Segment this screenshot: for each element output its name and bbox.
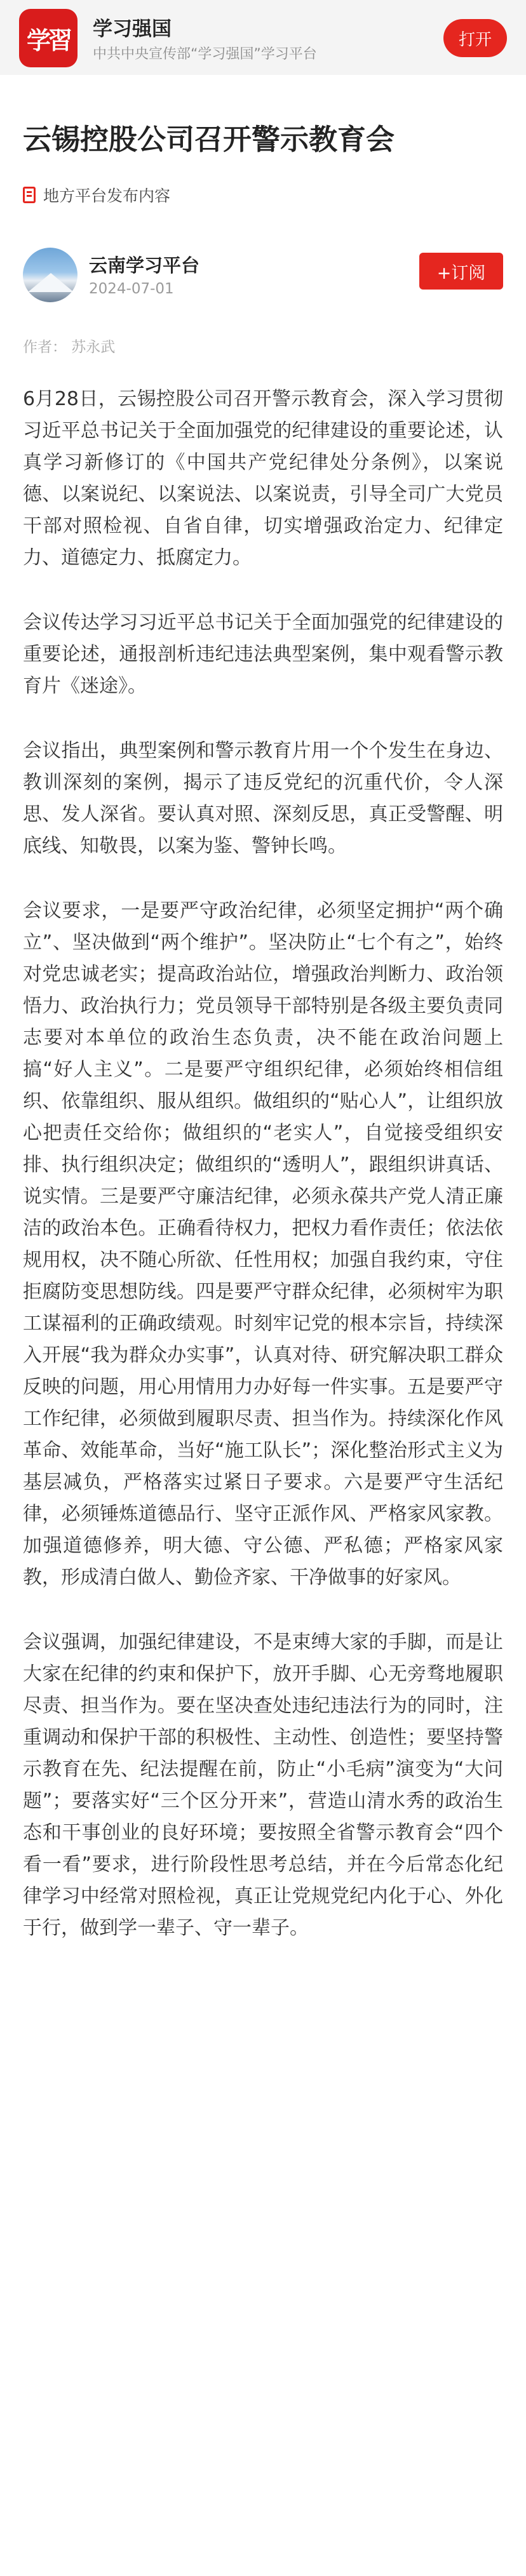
paragraph: 会议传达学习习近平总书记关于全面加强党的纪律建设的重要论述，通报剖析违纪违法典型案例，集中观看警示教育片《迷途》。 <box>23 611 503 697</box>
app-subtitle: 中共中央宣传部“学习强国”学习平台 <box>93 46 317 62</box>
publish-date: 2024-07-01 <box>89 281 174 297</box>
open-app-button[interactable]: 打开 <box>443 19 507 57</box>
source-label: 地方平台发布内容 <box>43 187 171 205</box>
article-body <box>23 384 503 1977</box>
xuexi-logo: 学習 <box>19 9 78 67</box>
app-banner <box>0 0 526 75</box>
publisher-name[interactable]: 云南学习平台 <box>89 255 200 276</box>
source-row <box>23 184 170 206</box>
app-name: 学习强国 <box>93 18 172 41</box>
document-icon <box>23 187 36 203</box>
paragraph: 6月28日，云锡控股公司召开警示教育会，深入学习贯彻习近平总书记关于全面加强党的纪律建设的重要论述，认真学习新修订的《中国共产党纪律处分条例》，以案说德、以案说纪、以案说法、以案说责，引导全司广大党员干部对照检视、自省自律，切实增强政治定力、纪律定力、道德定力、抵腐定力。 <box>23 388 503 569</box>
subscribe-button[interactable]: +订阅 <box>419 253 503 290</box>
paragraph: 会议强调，加强纪律建设，不是束缚大家的手脚，而是让大家在纪律的约束和保护下，放开手脚、心无旁骛地履职尽责、担当作为。要在坚决查处违纪违法行为的同时，注重调动和保护干部的积极性、主动性、创造性；要坚持警示教育在先、纪法提醒在前，防止“小毛病”演变为“大问题”；要落实好“三个区分开来”，营造山清水秀的政治生态和干事创业的良好环境；要按照全省警示教育会“四个看一看”要求，进行阶段性思考总结，并在今后常态化纪律学习中经常对照检视，真正让党规党纪内化于心、外化于行，做到学一辈子、守一辈子。 <box>23 1631 503 1939</box>
author-line: 作者： 苏永武 <box>23 339 116 356</box>
publisher-avatar[interactable] <box>23 248 78 302</box>
paragraph: 会议指出，典型案例和警示教育片用一个个发生在身边、教训深刻的案例，揭示了违反党纪的沉重代价，令人深思、发人深省。要认真对照、深刻反思，真正受警醒、明底线、知敬畏，以案为鉴、警钟长鸣。 <box>23 740 503 857</box>
article-title: 云锡控股公司召开警示教育会 <box>23 123 395 156</box>
paragraph: 会议要求，一是要严守政治纪律，必须坚定拥护“两个确立”、坚决做到“两个维护”。坚决防止“七个有之”，始终对党忠诚老实；提高政治站位，增强政治判断力、政治领悟力、政治执行力；党员领导干部特别是各级主要负责同志要对本单位的政治生态负责，决不能在政治问题上搞“好人主义”。二是要严守组织纪律，必须始终相信组织、依靠组织、服从组织。做组织的“贴心人”，让组织放心把责任交给你；做组织的“老实人”，自觉接受组织安排、执行组织决定；做组织的“透明人”，跟组织讲真话、说实情。三是要严守廉洁纪律，必须永葆共产党人清正廉洁的政治本色。正确看待权力，把权力看作责任；依法依规用权，决不随心所欲、任性用权；加强自我约束，守住拒腐防变思想防线。四是要严守群众纪律，必须树牢为职工谋福利的正确政绩观。时刻牢记党的根本宗旨，持续深入开展“我为群众办实事”，认真对待、研究解决职工群众反映的问题，用心用情用力办好每一件实事。五是要严守工作纪律，必须做到履职尽责、担当作为。持续深化作风革命、效能革命，当好“施工队长”；深化整治形式主义为基层减负，严格落实过紧日子要求。六是要严守生活纪律，必须锤炼道德品行、坚守正派作风、严格家风家教。加强道德修养，明大德、守公德、严私德；严格家风家教，形成清白做人、勤俭齐家、干净做事的好家风。 <box>23 900 503 1589</box>
